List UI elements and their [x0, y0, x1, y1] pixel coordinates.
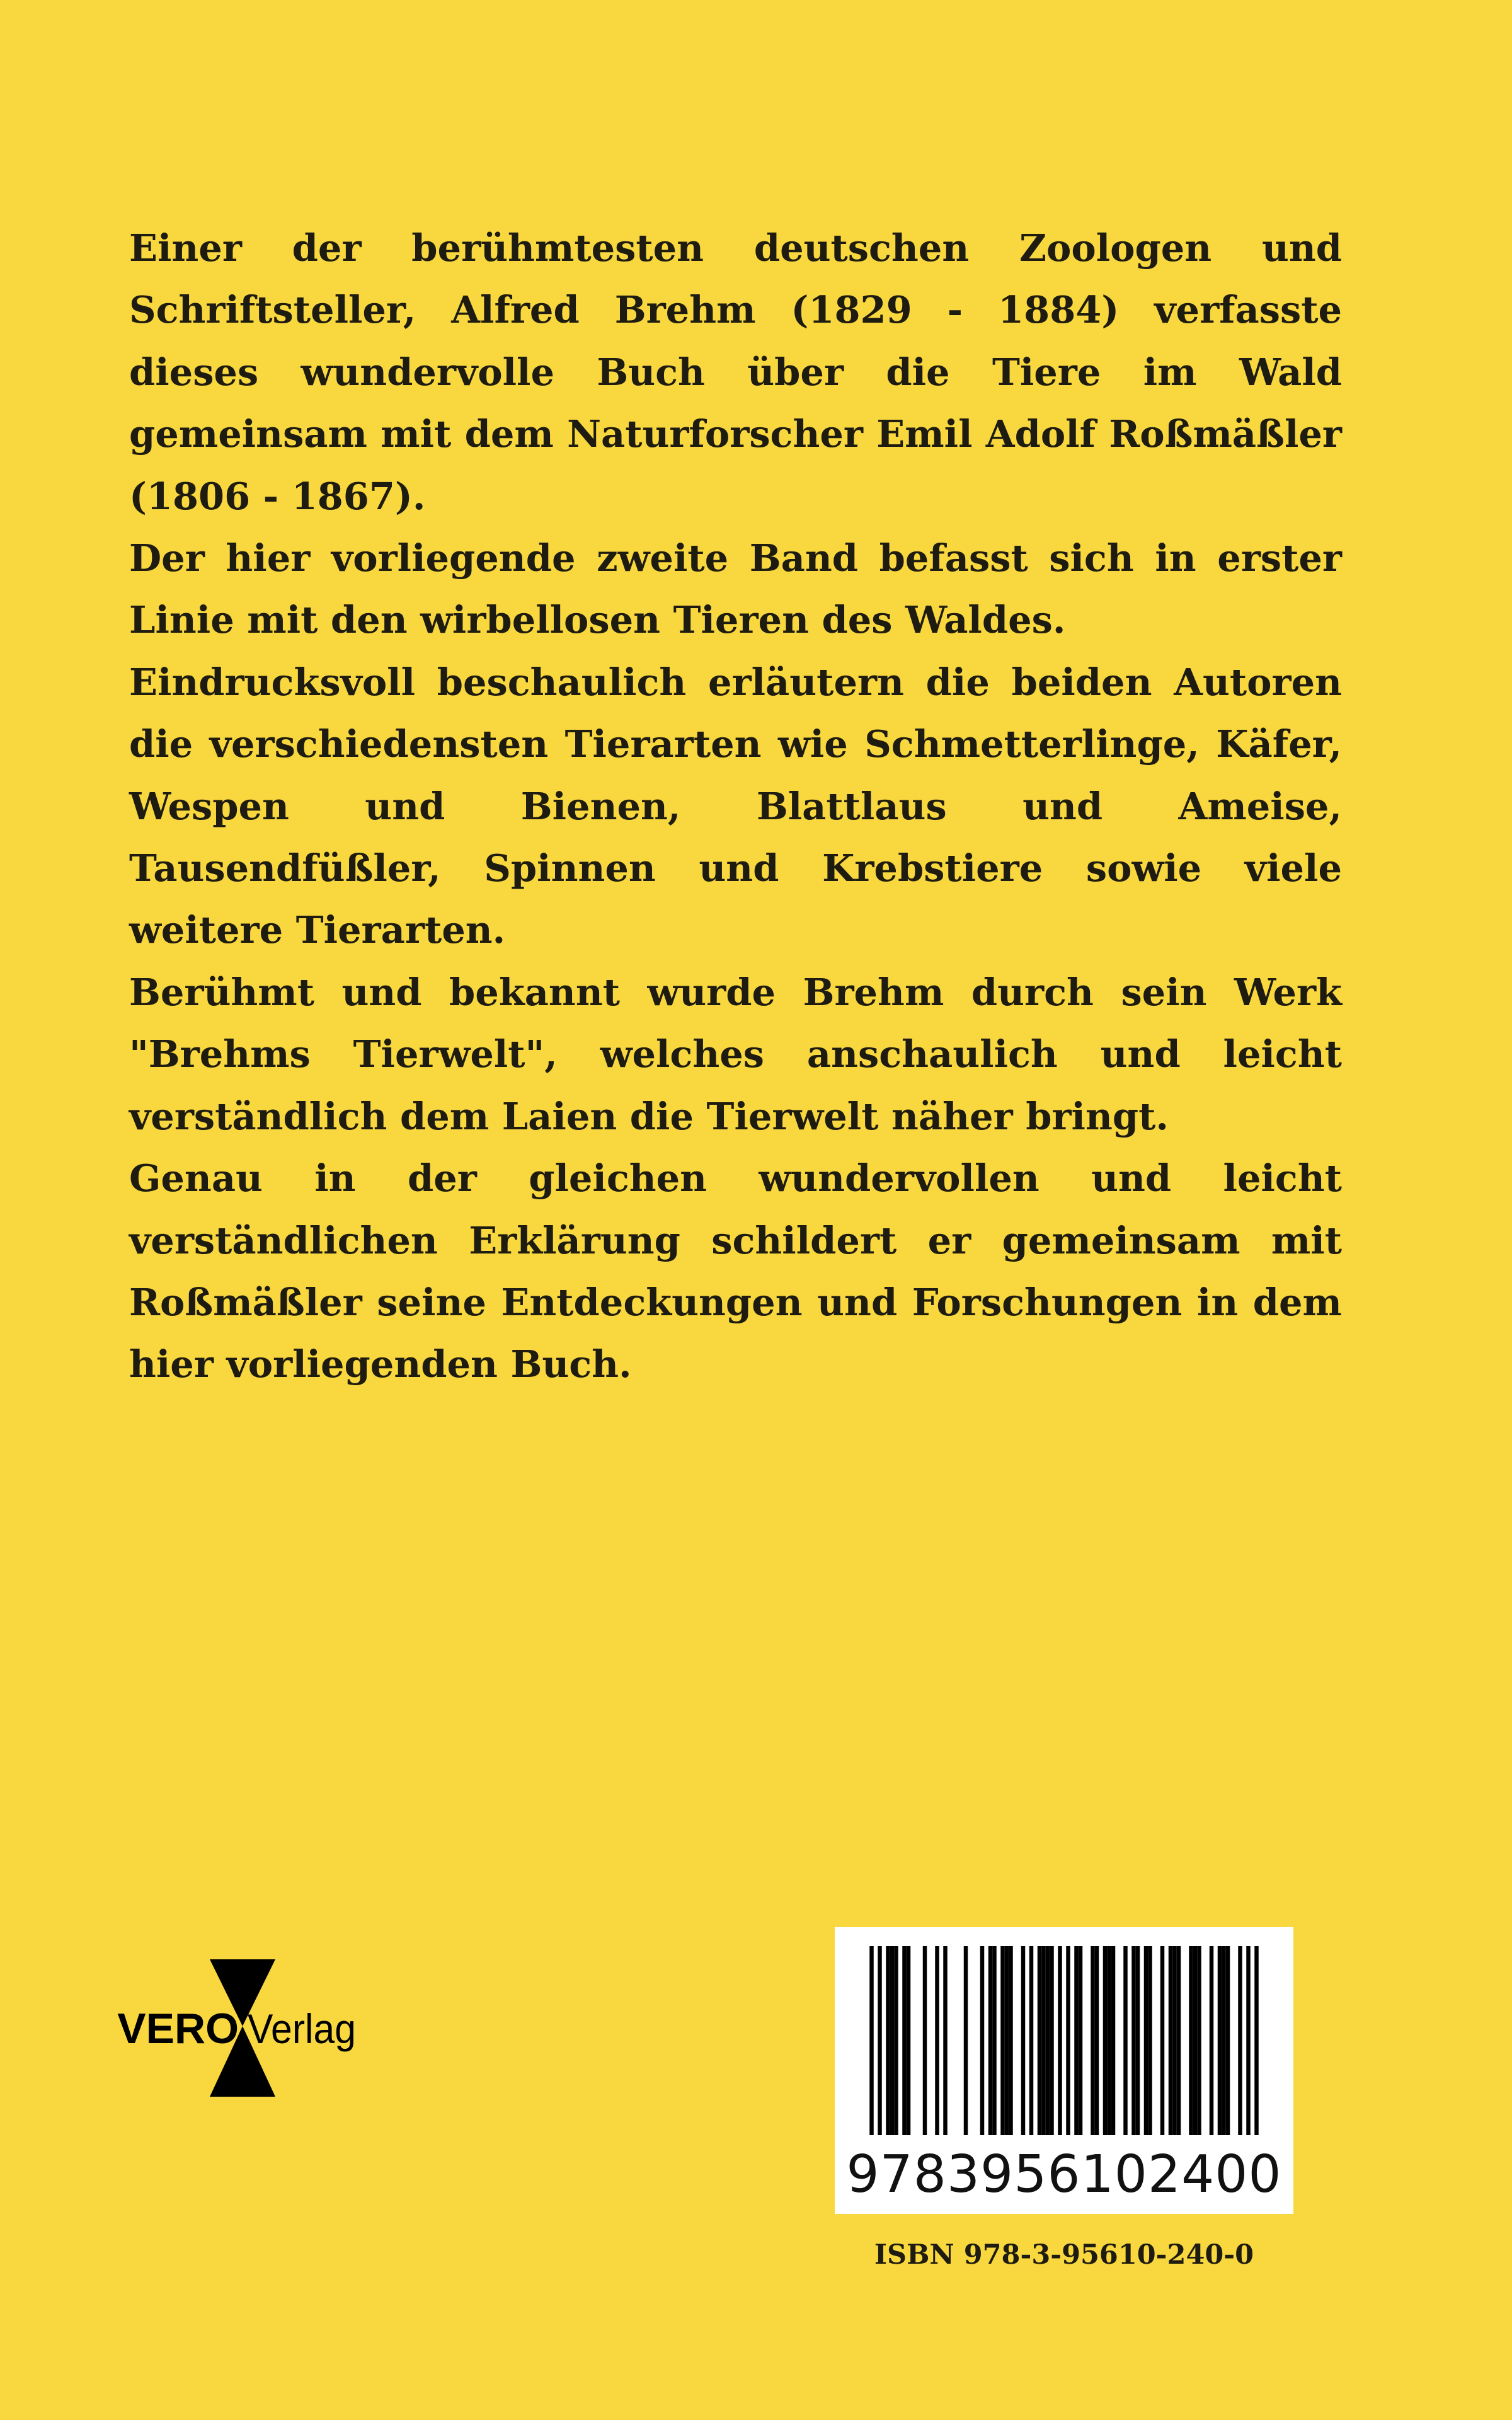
barcode-bars — [835, 1927, 1293, 2141]
barcode-bar — [1148, 1946, 1152, 2135]
barcode-bar — [1058, 1946, 1062, 2135]
barcode-bar — [1246, 1946, 1251, 2135]
barcode-bar — [1029, 1946, 1034, 2135]
barcode-bar — [980, 1946, 985, 2135]
publisher-logo — [117, 1957, 369, 2099]
barcode-bar — [1169, 1946, 1173, 2135]
barcode-bar — [1177, 1946, 1181, 2135]
publisher-name-verlag: Verlag — [247, 2006, 357, 2053]
barcode-bar — [1144, 1946, 1148, 2135]
barcode-bar — [1197, 1946, 1201, 2135]
barcode-bar — [1103, 1946, 1108, 2135]
barcode-bar — [1066, 1946, 1070, 2135]
barcode-bar — [1095, 1946, 1099, 2135]
barcode-bar — [988, 1946, 993, 2135]
barcode-bar — [1189, 1946, 1193, 2135]
barcode-bar — [1111, 1946, 1116, 2135]
barcode-bar — [1136, 1946, 1140, 2135]
barcode-number: 9783956102400 — [846, 2145, 1282, 2204]
barcode-bar — [992, 1946, 997, 2135]
barcode-bar — [886, 1946, 890, 2135]
barcode-bar — [1050, 1946, 1054, 2135]
barcode-bar — [923, 1946, 927, 2135]
barcode-bar — [1021, 1946, 1026, 2135]
barcode-bar — [890, 1946, 895, 2135]
barcode-bar — [1160, 1946, 1165, 2135]
barcode-bar — [1041, 1946, 1046, 2135]
barcode-bar — [1107, 1946, 1111, 2135]
barcode-bar — [1074, 1946, 1079, 2135]
barcode-bar — [1123, 1946, 1128, 2135]
blurb-paragraph: Berühmt und bekannt wurde Brehm durch sein Werk "Brehms Tierwelt", welches anschaulich und leicht verständlich dem Laien die Tierwelt näher bringt. — [129, 970, 1342, 1138]
barcode-bar — [1079, 1946, 1083, 2135]
publisher-name-vero: VERO — [117, 2005, 239, 2053]
barcode-bar — [902, 1946, 907, 2135]
blurb-paragraph: Einer der berühmtesten deutschen Zoologen und Schriftsteller, Alfred Brehm (1829 - 1884) verfasste dieses wundervolle Buch über die Tiere im Wald gemeinsam mit dem Naturforscher Emil Adolf Roßmäßler (1806 - 1867). — [129, 226, 1342, 518]
isbn-label: ISBN 978-3-95610-240-0 — [874, 2239, 1254, 2271]
barcode-bar — [1005, 1946, 1009, 2135]
blurb-paragraph: Der hier vorliegende zweite Band befasst sich in erster Linie mit den wirbellosen Tieren des Waldes. — [129, 536, 1342, 642]
barcode-bar — [869, 1946, 874, 2135]
barcode-bar — [1222, 1946, 1226, 2135]
barcode-bar — [878, 1946, 882, 2135]
barcode-bar — [1254, 1946, 1259, 2135]
barcode-bar — [943, 1946, 948, 2135]
barcode-bar — [1091, 1946, 1095, 2135]
barcode-bar — [1009, 1946, 1013, 2135]
barcode-bar — [1218, 1946, 1222, 2135]
barcode-bar — [1046, 1946, 1050, 2135]
barcode — [835, 1927, 1293, 2214]
barcode-bar — [1210, 1946, 1214, 2135]
back-cover-blurb — [129, 217, 1342, 1396]
barcode-bar — [1226, 1946, 1230, 2135]
barcode-bar — [1038, 1946, 1042, 2135]
barcode-bar — [1238, 1946, 1242, 2135]
barcode-bar — [1193, 1946, 1198, 2135]
barcode-bar — [935, 1946, 939, 2135]
barcode-bar — [1000, 1946, 1005, 2135]
blurb-paragraph: Genau in der gleichen wundervollen und leicht verständlichen Erklärung schildert er gemeinsam mit Roßmäßler seine Entdeckungen und Forschungen in dem hier vorliegenden Buch. — [129, 1156, 1342, 1386]
barcode-bar — [1172, 1946, 1177, 2135]
barcode-bar — [964, 1946, 968, 2135]
barcode-bar — [894, 1946, 898, 2135]
barcode-bar — [907, 1946, 911, 2135]
blurb-paragraph: Eindrucksvoll beschaulich erläutern die beiden Autoren die verschiedensten Tierarten wie Schmetterlinge, Käfer, Wespen und Bienen, Blattlaus und Ameise, Tausendfüßler, Spinnen und Krebstiere sowie viele weitere Tierarten. — [129, 660, 1342, 952]
barcode-bar — [1131, 1946, 1136, 2135]
